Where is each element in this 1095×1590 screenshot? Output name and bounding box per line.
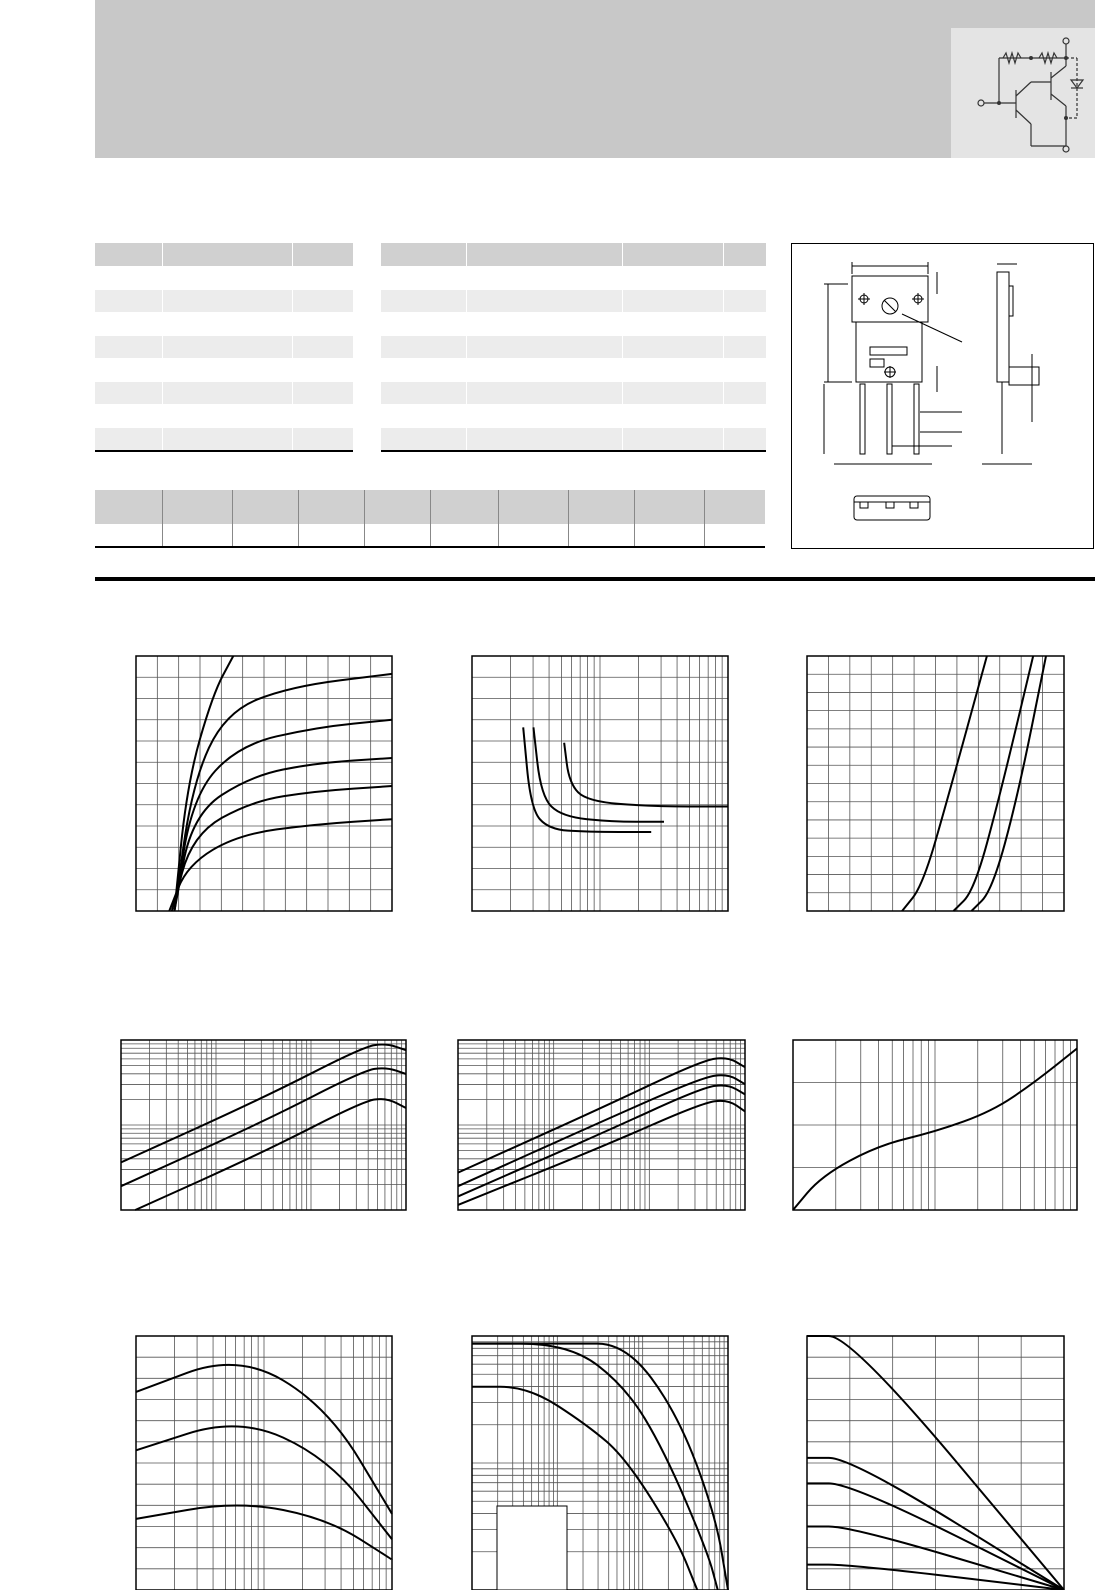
elec-header-row <box>381 243 766 267</box>
abs-max-row <box>95 267 353 290</box>
abs-max-cell <box>162 428 292 452</box>
hfe-header-cell <box>364 490 430 525</box>
hfe-header-cell <box>95 490 162 525</box>
abs-max-cell <box>95 382 162 405</box>
hfe-cell <box>162 525 232 548</box>
graph-2 <box>472 656 728 911</box>
abs-max-cell <box>95 267 162 290</box>
grid <box>472 656 728 911</box>
hfe-header-cell <box>298 490 364 525</box>
abs-max-cell <box>95 336 162 359</box>
elec-cell <box>723 336 766 359</box>
series-curve-2 <box>533 727 664 821</box>
elec-cell <box>381 428 466 452</box>
hfe-cell <box>430 525 498 548</box>
grid <box>793 1040 1077 1210</box>
abs-max-cell <box>162 336 292 359</box>
abs-max-cell <box>162 359 292 382</box>
series-curve-3 <box>135 1099 406 1210</box>
elec-cell <box>381 290 466 313</box>
graph-7 <box>136 1336 392 1590</box>
hfe-header-cell <box>704 490 765 525</box>
series-curve-2 <box>174 674 392 911</box>
header-band <box>95 0 1095 158</box>
elec-cell <box>723 428 766 452</box>
abs-max-row <box>95 313 353 336</box>
series-curve-3 <box>458 1085 745 1196</box>
hfe-header-row <box>95 490 765 525</box>
abs-max-row <box>95 290 353 313</box>
elec-row <box>381 313 766 336</box>
abs-max-cell <box>162 267 292 290</box>
hfe-header-cell <box>498 490 568 525</box>
abs-max-cell <box>95 359 162 382</box>
abs-max-cell <box>95 290 162 313</box>
abs-max-cell <box>292 405 353 428</box>
elec-cell <box>622 313 723 336</box>
electrical-characteristics-table <box>381 243 766 452</box>
hfe-cell <box>364 525 430 548</box>
elec-cell <box>723 359 766 382</box>
elec-cell <box>723 290 766 313</box>
abs-max-header-cell <box>162 243 292 267</box>
elec-cell <box>723 405 766 428</box>
abs-max-row <box>95 359 353 382</box>
elec-row <box>381 290 766 313</box>
elec-cell <box>622 290 723 313</box>
graph-8 <box>472 1336 728 1590</box>
graph-1 <box>136 656 392 911</box>
hfe-cell <box>634 525 704 548</box>
to3p-package-outline-icon <box>792 244 1095 550</box>
hfe-cell <box>298 525 364 548</box>
abs-max-header-row <box>95 243 353 267</box>
elec-cell <box>381 382 466 405</box>
hfe-header-cell <box>232 490 298 525</box>
section-divider <box>95 577 1095 581</box>
hfe-cell <box>704 525 765 548</box>
elec-cell <box>622 359 723 382</box>
grid <box>136 1336 392 1590</box>
elec-cell <box>381 313 466 336</box>
grid <box>458 1040 745 1210</box>
abs-max-cell <box>162 382 292 405</box>
elec-row <box>381 267 766 290</box>
elec-cell <box>466 359 622 382</box>
elec-row <box>381 405 766 428</box>
elec-cell <box>466 428 622 452</box>
hfe-cell <box>568 525 634 548</box>
elec-cell <box>466 336 622 359</box>
abs-max-cell <box>162 290 292 313</box>
elec-cell <box>622 336 723 359</box>
abs-max-cell <box>292 290 353 313</box>
abs-max-cell <box>292 428 353 452</box>
abs-max-row <box>95 405 353 428</box>
abs-max-cell <box>292 267 353 290</box>
graph-5 <box>458 1040 745 1210</box>
hfe-header-cell <box>430 490 498 525</box>
grid <box>807 656 1064 911</box>
elec-cell <box>381 405 466 428</box>
elec-cell <box>381 359 466 382</box>
series-curve-2 <box>121 1068 406 1186</box>
series-curve-3 <box>564 743 728 807</box>
grid <box>121 1040 406 1210</box>
series-curve-1 <box>458 1058 745 1172</box>
abs-max-cell <box>95 428 162 452</box>
darlington-transistor-with-diode-icon <box>951 28 1095 158</box>
abs-max-cell <box>162 405 292 428</box>
hfe-cell <box>498 525 568 548</box>
abs-max-cell <box>292 382 353 405</box>
elec-cell <box>381 336 466 359</box>
hfe-cell <box>232 525 298 548</box>
schematic-box <box>951 28 1095 158</box>
abs-max-cell <box>95 405 162 428</box>
abs-max-row <box>95 382 353 405</box>
abs-max-header-cell <box>292 243 353 267</box>
abs-max-header-cell <box>95 243 162 267</box>
elec-cell <box>466 267 622 290</box>
abs-max-cell <box>292 336 353 359</box>
hfe-header-cell <box>634 490 704 525</box>
elec-cell <box>622 428 723 452</box>
elec-cell <box>622 267 723 290</box>
elec-cell <box>466 313 622 336</box>
abs-max-cell <box>292 313 353 336</box>
elec-cell <box>466 290 622 313</box>
elec-cell <box>466 405 622 428</box>
elec-row <box>381 336 766 359</box>
graph-4 <box>121 1040 406 1210</box>
elec-header-cell <box>381 243 466 267</box>
grid <box>136 656 392 911</box>
elec-cell <box>622 405 723 428</box>
legend-box <box>497 1506 567 1590</box>
elec-cell <box>381 267 466 290</box>
abs-max-row <box>95 336 353 359</box>
hfe-header-cell <box>568 490 634 525</box>
series-curve-3 <box>174 720 392 911</box>
elec-cell <box>622 382 723 405</box>
elec-cell <box>466 382 622 405</box>
graph-6 <box>793 1040 1077 1210</box>
absolute-max-ratings-table <box>95 243 353 452</box>
hfe-cell <box>95 525 162 548</box>
elec-row <box>381 359 766 382</box>
graph-9 <box>807 1336 1064 1590</box>
elec-cell <box>723 267 766 290</box>
elec-cell <box>723 313 766 336</box>
elec-row <box>381 428 766 452</box>
hfe-classification-table <box>95 490 765 548</box>
elec-header-cell <box>622 243 723 267</box>
abs-max-cell <box>292 359 353 382</box>
abs-max-cell <box>162 313 292 336</box>
hfe-header-cell <box>162 490 232 525</box>
elec-row <box>381 382 766 405</box>
elec-header-cell <box>466 243 622 267</box>
elec-cell <box>723 382 766 405</box>
hfe-row <box>95 525 765 548</box>
graph-3 <box>807 656 1064 911</box>
elec-header-cell <box>723 243 766 267</box>
abs-max-cell <box>95 313 162 336</box>
package-outline-frame <box>791 243 1094 549</box>
abs-max-row <box>95 428 353 452</box>
